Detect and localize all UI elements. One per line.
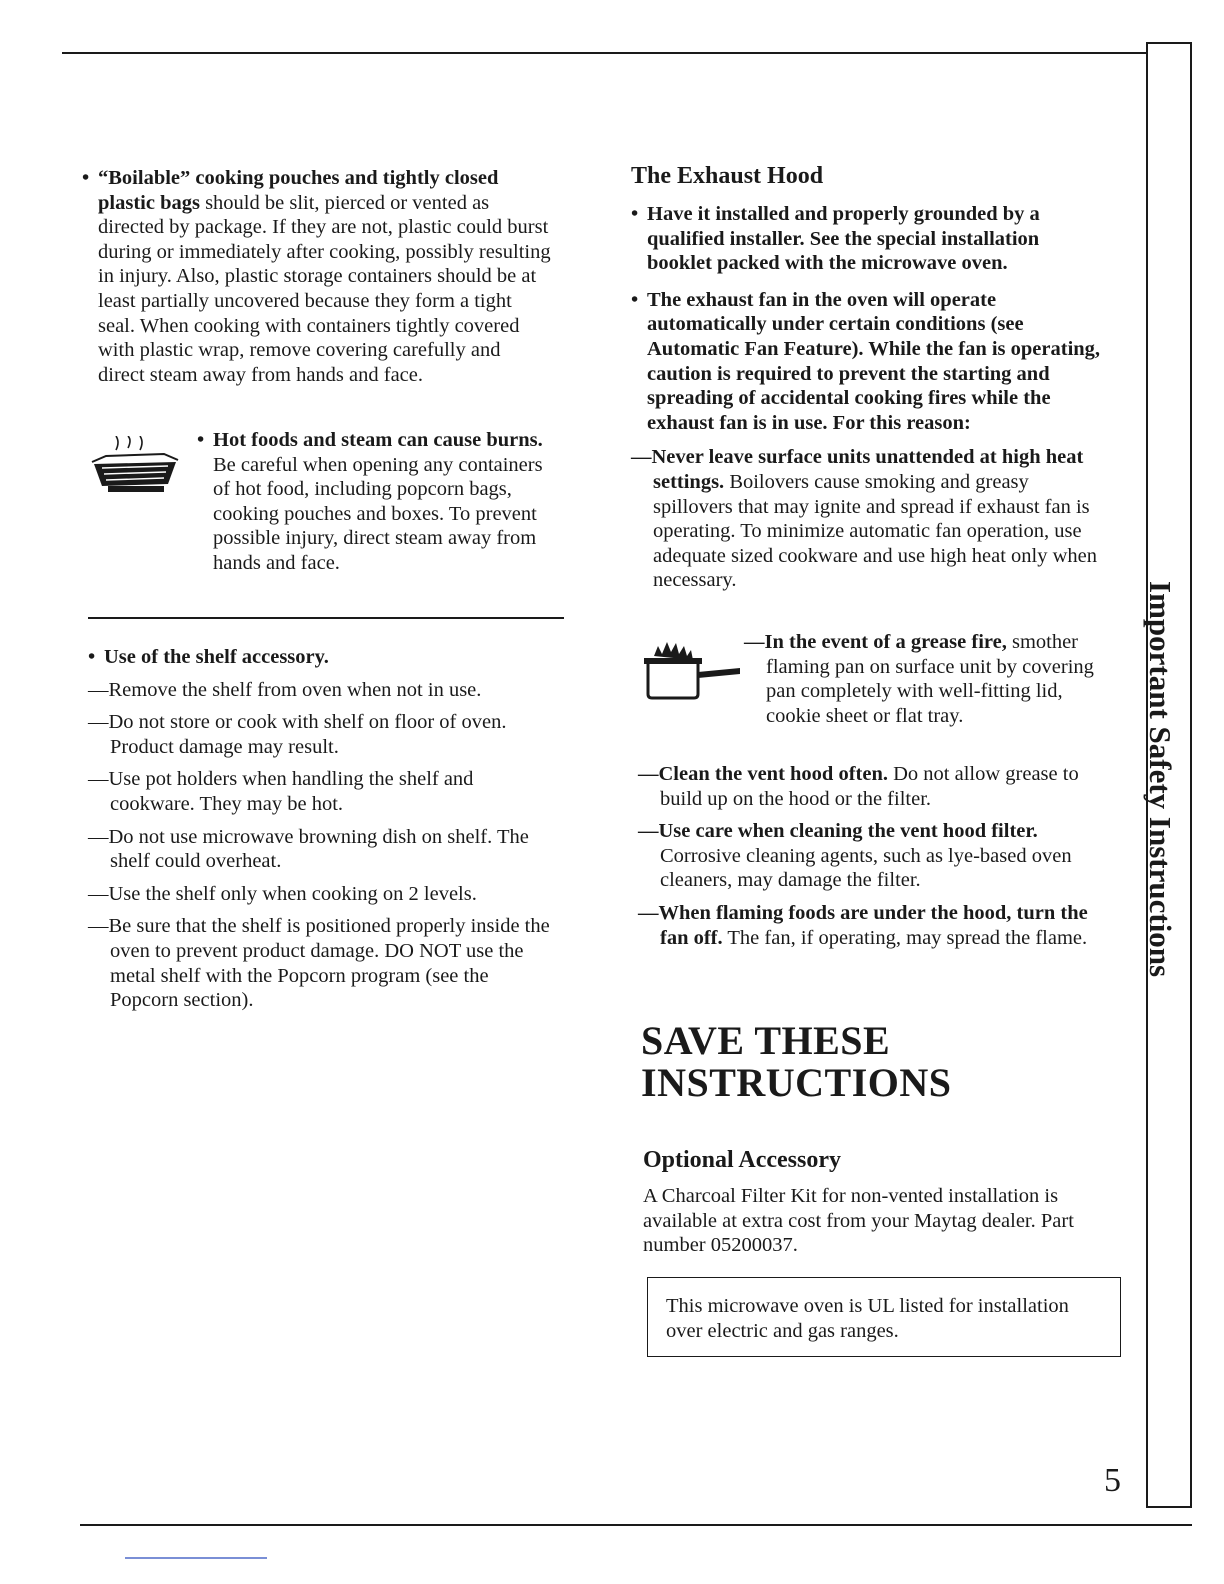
shelf-item: —Be sure that the shelf is positioned properly inside the oven to prevent product damage. DO NOT use the metal shelf with the Popcorn program (see the Popcorn section). bbox=[88, 915, 550, 1012]
ul-listing-box bbox=[647, 1277, 1121, 1357]
clean-vent-text: Do not allow grease to build up on the hood or the filter. bbox=[660, 763, 1079, 810]
vent-care-section bbox=[638, 762, 1110, 950]
never-leave-bold: —Never leave surface units unattended at high heat settings. bbox=[631, 446, 1084, 493]
boilable-bullet bbox=[82, 166, 552, 387]
right-frame-bottom bbox=[1146, 1506, 1192, 1508]
boilable-bold: “Boilable” cooking pouches and tightly closed plastic bags bbox=[98, 167, 499, 214]
flaming-pan-icon bbox=[636, 638, 748, 700]
flaming-foods-text: The fan, if operating, may spread the flame. bbox=[722, 926, 1088, 949]
boilable-section bbox=[82, 166, 552, 387]
side-tab bbox=[1138, 544, 1182, 1014]
shelf-item: —Do not store or cook with shelf on floor of oven. Product damage may result. bbox=[88, 711, 507, 758]
save-line-1: SAVE THESE bbox=[641, 1018, 891, 1063]
save-line-2: INSTRUCTIONS bbox=[641, 1060, 952, 1105]
clean-vent-bold: —Clean the vent hood often. bbox=[638, 763, 888, 785]
optional-accessory-title: Optional Accessory bbox=[643, 1147, 841, 1173]
right-frame-outer bbox=[1190, 42, 1192, 1508]
top-rule bbox=[62, 52, 1147, 54]
never-leave-text: Boilovers cause smoking and greasy spillovers that may ignite and spread if exhaust fan is operating. To minimize automatic fan operation, use adequate sized cookware and use high heat only when necessary. bbox=[653, 470, 1098, 592]
vent-filter-item bbox=[638, 819, 1110, 893]
page-number: 5 bbox=[1104, 1462, 1121, 1499]
exhaust-hood-title: The Exhaust Hood bbox=[631, 163, 824, 189]
flaming-foods-item bbox=[638, 901, 1110, 950]
footer-blue-mark bbox=[125, 1557, 267, 1559]
grease-fire-item bbox=[744, 630, 1099, 728]
install-bullet: • Have it installed and properly grounded by a qualified installer. See the special installation booklet packed with the microwave oven. bbox=[631, 202, 1101, 276]
right-frame-top bbox=[1146, 42, 1192, 44]
bottom-rule bbox=[80, 1524, 1192, 1526]
shelf-item: —Use the shelf only when cooking on 2 levels. bbox=[88, 882, 477, 905]
shelf-item: —Remove the shelf from oven when not in use. bbox=[88, 678, 482, 701]
steaming-dish-icon bbox=[88, 436, 182, 496]
optional-accessory-section bbox=[643, 1146, 1108, 1258]
ul-listing-text: This microwave oven is UL listed for installation over electric and gas ranges. bbox=[666, 1295, 1069, 1342]
shelf-section bbox=[88, 645, 560, 1013]
shelf-item: —Use pot holders when handling the shelf and cookware. They may be hot. bbox=[88, 768, 474, 815]
side-tab-label: Important Safety Instructions bbox=[1143, 580, 1178, 978]
hot-foods-section bbox=[197, 428, 557, 576]
grease-fire-text: smother flaming pan on surface unit by covering pan completely with well-fitting lid, cookie sheet or flat tray. bbox=[766, 631, 1094, 727]
left-divider-rule bbox=[88, 617, 564, 619]
save-instructions bbox=[641, 1020, 1101, 1104]
clean-vent-item bbox=[638, 762, 1110, 811]
never-leave-item bbox=[631, 445, 1101, 593]
grease-fire-bold: —In the event of a grease fire, bbox=[744, 631, 1007, 653]
boilable-text: should be slit, pierced or vented as directed by package. If they are not, plastic could burst during or immediately after cooking, possibly resulting in injury. Also, plastic storage containers should be at least partially uncovered because they form a tight seal. When cooking with containers tightly covered with plastic wrap, remove covering carefully and direct steam away from hands and face. bbox=[98, 191, 551, 386]
hot-foods-text: Be careful when opening any containers of hot food, including popcorn bags, cooking pouches and boxes. To prevent possible injury, direct steam away from hands and face. bbox=[213, 453, 543, 574]
grease-fire-section bbox=[744, 630, 1099, 728]
optional-accessory-text: A Charcoal Filter Kit for non-vented installation is available at extra cost from your Maytag dealer. Part number 05200037. bbox=[643, 1185, 1074, 1257]
exhaust-section bbox=[631, 162, 1101, 593]
vent-filter-text: Corrosive cleaning agents, such as lye-based oven cleaners, may damage the filter. bbox=[660, 844, 1072, 892]
hot-foods-bold: Hot foods and steam can cause burns. bbox=[213, 429, 543, 451]
flaming-foods-bold: —When flaming foods are under the hood, turn the fan off. bbox=[638, 901, 1088, 949]
shelf-item: —Do not use microwave browning dish on shelf. The shelf could overheat. bbox=[88, 825, 529, 873]
hot-foods-bullet bbox=[197, 428, 557, 576]
vent-filter-bold: —Use care when cleaning the vent hood filter. bbox=[638, 820, 1038, 843]
fan-bullet: • The exhaust fan in the oven will operate automatically under certain conditions (see Automatic Fan Feature). While the fan is operating, caution is required to prevent the starting and spreading of accidental cooking fires while the exhaust fan is in use. For this reason: bbox=[631, 288, 1101, 436]
shelf-heading: • Use of the shelf accessory. bbox=[88, 645, 560, 670]
